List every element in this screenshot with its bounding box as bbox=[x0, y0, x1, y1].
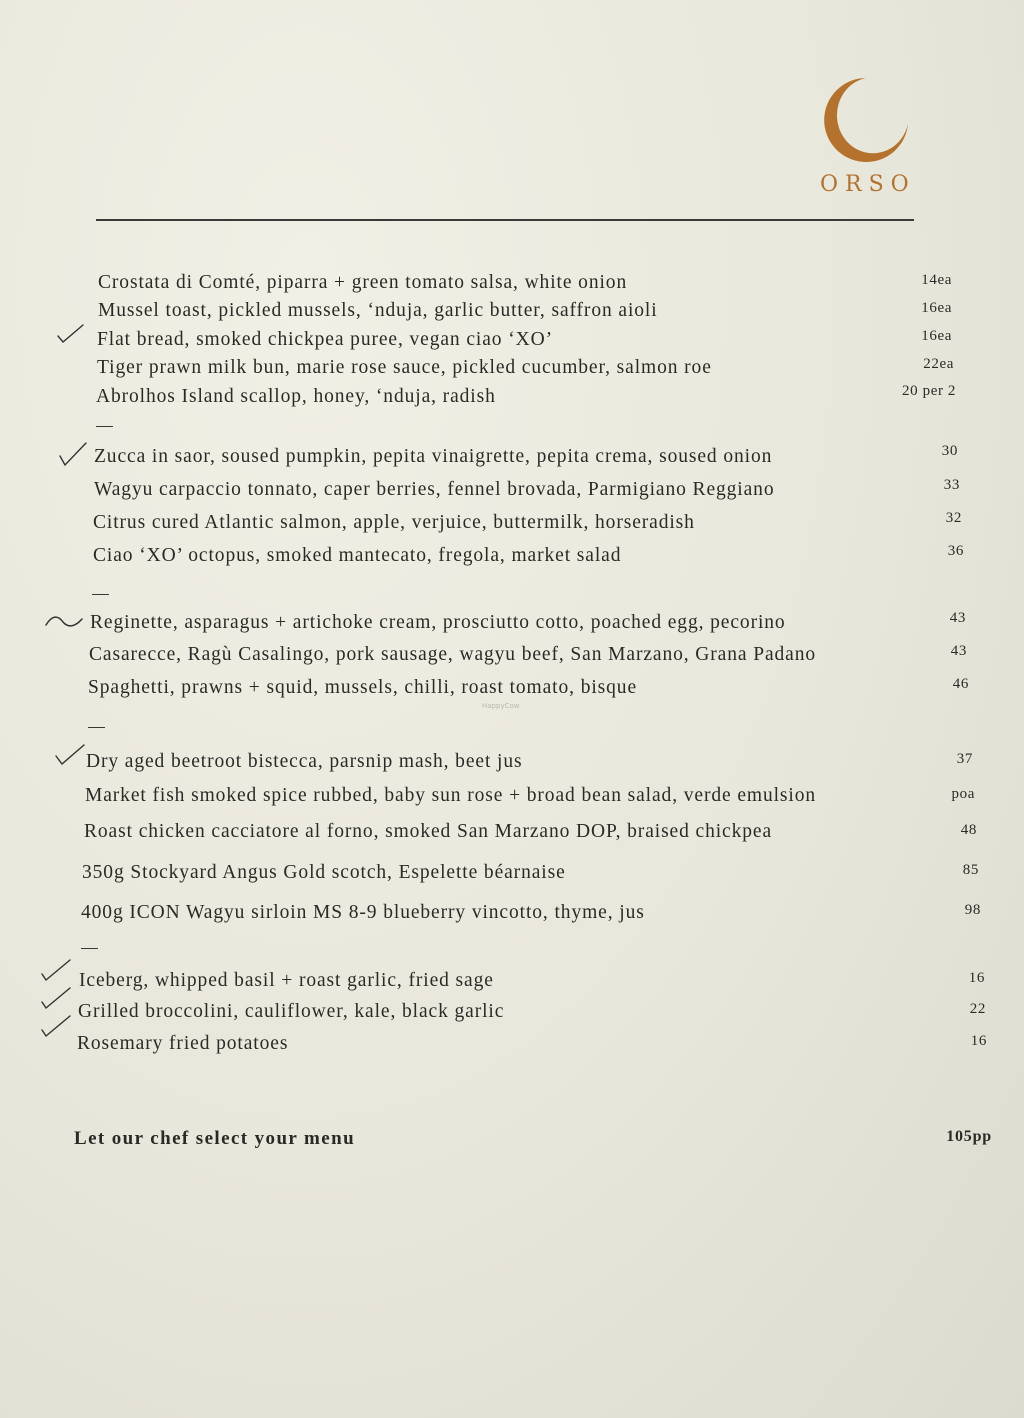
menu-item: 350g Stockyard Angus Gold scotch, Espelette béarnaise bbox=[82, 862, 566, 883]
menu-item: Wagyu carpaccio tonnato, caper berries, fennel brovada, Parmigiano Reggiano bbox=[94, 479, 775, 500]
check-mark-icon bbox=[58, 440, 88, 468]
menu-item-price: poa bbox=[951, 786, 975, 802]
menu-item-price: 36 bbox=[947, 543, 964, 559]
section-divider bbox=[88, 727, 105, 728]
check-mark-icon bbox=[40, 1014, 72, 1040]
menu-item: Grilled broccolini, cauliflower, kale, black garlic bbox=[78, 1001, 505, 1022]
menu-item: Casarecce, Ragù Casalingo, pork sausage, wagyu beef, San Marzano, Grana Padano bbox=[89, 644, 817, 665]
menu-item: Spaghetti, prawns + squid, mussels, chilli, roast tomato, bisque bbox=[88, 677, 638, 698]
menu-item-price: 16ea bbox=[921, 300, 952, 316]
logo-wordmark: ORSO bbox=[820, 172, 916, 197]
menu-item-price: 22 bbox=[969, 1001, 986, 1017]
watermark-text: HappyCow bbox=[482, 702, 520, 710]
menu-item: Tiger prawn milk bun, marie rose sauce, pickled cucumber, salmon roe bbox=[97, 357, 712, 378]
menu-item: Roast chicken cacciatore al forno, smoked San Marzano DOP, braised chickpea bbox=[84, 821, 773, 842]
menu-item-price: 48 bbox=[960, 822, 977, 838]
menu-item-price: 22ea bbox=[923, 356, 954, 372]
menu-item-price: 37 bbox=[956, 751, 973, 767]
menu-item: Market fish smoked spice rubbed, baby sun rose + broad bean salad, verde emulsion bbox=[85, 785, 817, 806]
menu-item-price: 14ea bbox=[921, 272, 952, 288]
menu-item-price: 20 per 2 bbox=[902, 383, 956, 399]
check-mark-icon bbox=[40, 986, 72, 1012]
section-divider bbox=[96, 426, 113, 427]
menu-item-price: 32 bbox=[945, 510, 962, 526]
menu-item-price: 85 bbox=[962, 862, 979, 878]
menu-item: Reginette, asparagus + artichoke cream, prosciutto cotto, poached egg, pecorino bbox=[90, 612, 786, 633]
menu-item-price: 16 bbox=[970, 1033, 987, 1049]
check-mark-icon bbox=[56, 322, 86, 346]
check-mark-icon bbox=[40, 958, 72, 984]
section-divider bbox=[81, 948, 98, 949]
menu-item-price: 33 bbox=[943, 477, 960, 493]
menu-item: Iceberg, whipped basil + roast garlic, fried sage bbox=[79, 970, 494, 991]
menu-item: Zucca in saor, soused pumpkin, pepita vinaigrette, pepita crema, soused onion bbox=[94, 446, 773, 467]
menu-item: Crostata di Comté, piparra + green tomato salsa, white onion bbox=[98, 272, 628, 293]
menu-item: Mussel toast, pickled mussels, ‘nduja, garlic butter, saffron aioli bbox=[98, 300, 658, 321]
chef-select-price: 105pp bbox=[946, 1128, 992, 1145]
menu-item-price: 43 bbox=[950, 643, 967, 659]
orso-logo bbox=[812, 72, 920, 197]
menu-item: 400g ICON Wagyu sirloin MS 8-9 blueberry vincotto, thyme, jus bbox=[81, 902, 645, 923]
menu-item-price: 16 bbox=[968, 970, 985, 986]
header-divider bbox=[96, 219, 914, 221]
menu-item-price: 98 bbox=[964, 902, 981, 918]
crescent-logo-icon bbox=[816, 72, 916, 172]
menu-item: Flat bread, smoked chickpea puree, vegan ciao ‘XO’ bbox=[97, 329, 553, 350]
section-divider bbox=[92, 594, 109, 595]
menu-item: Dry aged beetroot bistecca, parsnip mash, beet jus bbox=[86, 751, 523, 772]
menu-item-price: 16ea bbox=[921, 328, 952, 344]
chef-select-label: Let our chef select your menu bbox=[74, 1128, 356, 1149]
menu-item-price: 30 bbox=[941, 443, 958, 459]
menu-item: Citrus cured Atlantic salmon, apple, verjuice, buttermilk, horseradish bbox=[93, 512, 695, 533]
menu-item-price: 43 bbox=[949, 610, 966, 626]
menu-item: Rosemary fried potatoes bbox=[77, 1033, 289, 1054]
menu-item-price: 46 bbox=[952, 676, 969, 692]
menu-item: Ciao ‘XO’ octopus, smoked mantecato, fregola, market salad bbox=[93, 545, 622, 566]
check-mark-icon bbox=[54, 742, 86, 768]
menu-item: Abrolhos Island scallop, honey, ‘nduja, radish bbox=[96, 386, 496, 407]
tilde-mark-icon bbox=[44, 614, 84, 630]
